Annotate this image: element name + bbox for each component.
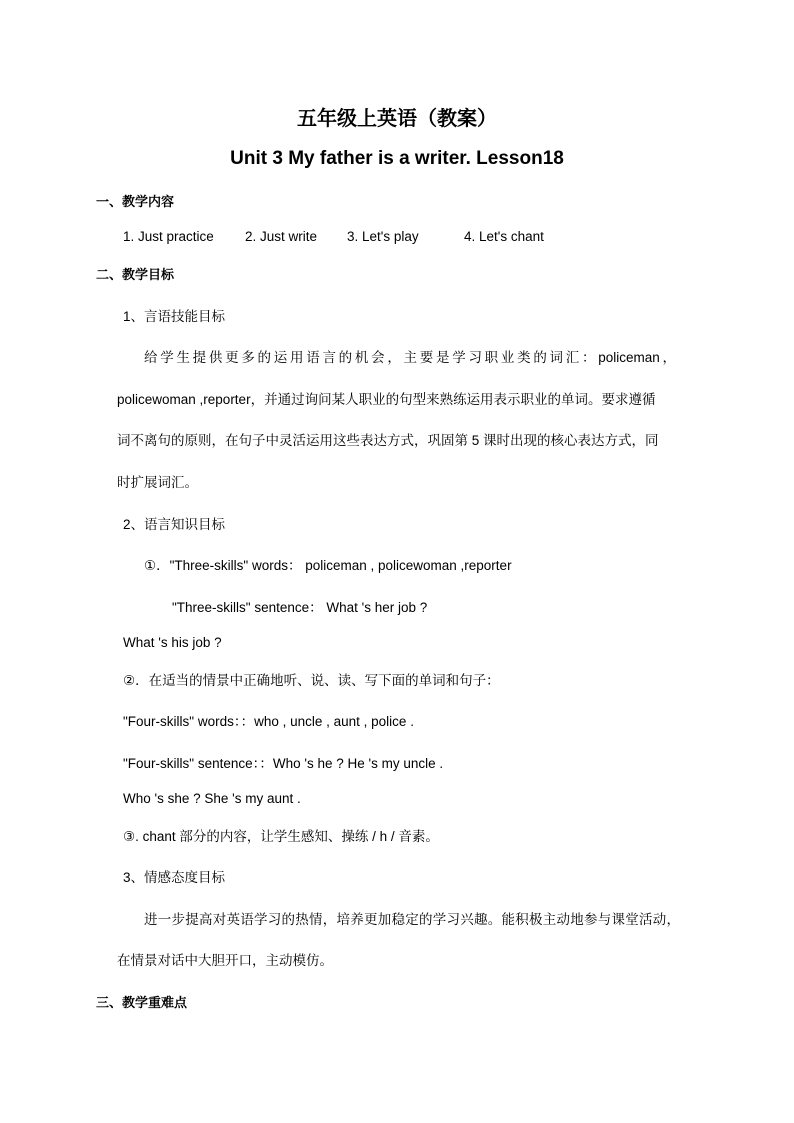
paragraph-line: 时扩展词汇。	[117, 475, 198, 490]
paragraph-line: policewoman ,reporter，并通过询问某人职业的句型来熟练运用表示职业的单词。要求遵循	[117, 392, 656, 407]
knowledge-item-1-sentence-b: What 's his job ?	[123, 635, 222, 650]
page-subtitle: Unit 3 My father is a writer. Lesson18	[230, 148, 564, 169]
content-item-2: 2. Just write	[245, 229, 318, 244]
knowledge-item-3: ③. chant 部分的内容，让学生感知、操练 / h / 音素。	[123, 829, 439, 844]
paragraph-line: 进一步提高对英语学习的热情，培养更加稳定的学习兴趣。能积极主动地参与课堂活动，	[144, 912, 680, 927]
section-heading-content: 一、教学内容	[96, 194, 175, 209]
section-heading-keypoints: 三、教学重难点	[96, 995, 188, 1010]
knowledge-item-1-sentence: "Three-skills" sentence： What 's her job ?	[172, 600, 428, 615]
knowledge-item-1: ①．"Three-skills" words： policeman , policewoman ,reporter	[144, 558, 512, 573]
page-title: 五年级上英语（教案）	[297, 108, 497, 130]
content-item-1: 1. Just practice	[123, 229, 214, 244]
section-heading-goals: 二、教学目标	[96, 267, 175, 282]
knowledge-item-2-sentence-b: Who 's she ? She 's my aunt .	[123, 791, 301, 806]
knowledge-item-2-sentence: "Four-skills" sentence：：Who 's he ? He 's my uncle .	[123, 756, 444, 771]
subheading-skills: 1、言语技能目标	[123, 309, 226, 324]
paragraph-line: 词不离句的原则，在句子中灵活运用这些表达方式，巩固第 5 课时出现的核心表达方式，同	[117, 433, 659, 448]
subheading-knowledge: 2、语言知识目标	[123, 517, 226, 532]
content-item-3: 3. Let's play	[347, 229, 419, 244]
paragraph-line: 在情景对话中大胆开口，主动模仿。	[117, 953, 333, 968]
knowledge-item-2-words: "Four-skills" words：：who , uncle , aunt , police .	[123, 714, 414, 729]
content-item-4: 4. Let's chant	[464, 229, 544, 244]
paragraph-line: 给学生提供更多的运用语言的机会，主要是学习职业类的词汇：policeman，	[144, 350, 676, 365]
knowledge-item-2: ②．在适当的情景中正确地听、说、读、写下面的单词和句子：	[123, 673, 500, 688]
subheading-attitude: 3、情感态度目标	[123, 870, 226, 885]
